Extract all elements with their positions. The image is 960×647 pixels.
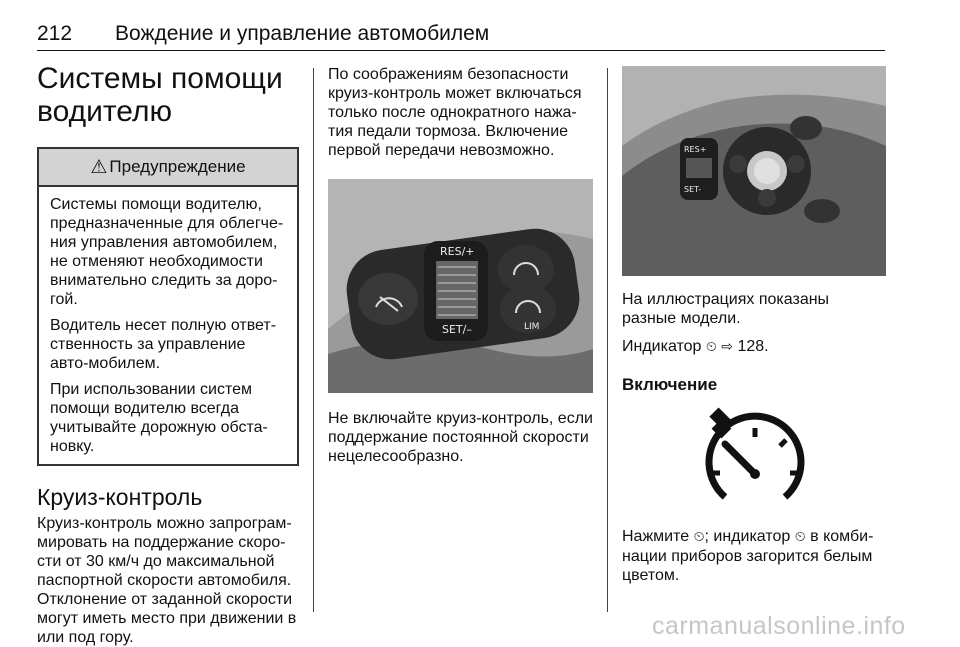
warning-body — [39, 187, 297, 464]
safety-paragraph: По соображениям безопасности круиз-контроль может включаться только после однократного нажа-тия педали тормоза. Включение первой передачи невозможно. — [328, 66, 582, 159]
cruise-indicator-icon: ⏲ — [705, 339, 717, 355]
watermark: carmanualsonline.info — [652, 612, 906, 640]
column-divider — [607, 68, 608, 612]
column-right — [622, 62, 886, 585]
indicator-reference: Индикатор ⏲ ⇨ 128. — [622, 338, 769, 355]
warning-box — [37, 147, 299, 466]
column-divider — [313, 68, 314, 612]
steering-wheel-switch-photo-2 — [622, 66, 886, 276]
running-title: Вождение и управление автомобилем — [115, 22, 490, 45]
page-reference-arrow-icon: ⇨ — [721, 339, 734, 355]
warning-paragraph: Системы помощи водителю, предназначенные для облегче-ния управления автомобилем, не отменяют необходимости внимательно следить за доро-гой. — [50, 196, 284, 308]
res-plus-label: RES+ — [684, 145, 707, 154]
res-label: RES/+ — [440, 245, 475, 258]
warning-paragraph: При использовании систем помощи водителю всегда учитывайте дорожную обста-новку. — [50, 381, 268, 455]
lim-label: LIM — [524, 322, 540, 332]
warning-paragraph: Водитель несет полную ответ-ственность за управление авто-мобилем. — [50, 317, 277, 372]
switch-on-heading: Включение — [622, 375, 718, 394]
set-label: SET/– — [442, 323, 472, 336]
column-left — [37, 62, 299, 647]
steering-wheel-switch-photo-1 — [328, 179, 593, 393]
caution-paragraph: Не включайте круиз-контроль, если поддержание постоянной скорости нецелесообразно. — [328, 410, 593, 465]
section-title: Системы помощи водителю — [37, 62, 283, 128]
cruise-button-icon: ⏲ — [693, 529, 705, 545]
cruise-control-heading: Круиз-контроль — [37, 484, 203, 510]
page-number: 212 — [37, 22, 73, 45]
models-note: На иллюстрациях показаны разные модели. — [622, 291, 830, 327]
column-middle — [328, 62, 593, 466]
cruise-indicator-icon: ⏲ — [794, 529, 806, 545]
cruise-control-symbol-illustration — [622, 401, 886, 513]
cruise-intro: Круиз-контроль можно запрограм-мировать на поддержание скоро-сти от 30 км/ч до максимальной паспортной скорости автомобиля. Отклонение от заданной скорости могут иметь место при движении в или под гору. — [37, 515, 297, 646]
set-minus-label: SET- — [684, 185, 702, 194]
press-instruction: Нажмите ⏲; индикатор ⏲ в комби-нации приборов загорится белым цветом. — [622, 528, 874, 584]
header-rule — [37, 50, 885, 51]
warning-triangle-icon: ⚠ — [90, 156, 108, 178]
warning-heading: ⚠ Предупреждение — [39, 149, 297, 187]
